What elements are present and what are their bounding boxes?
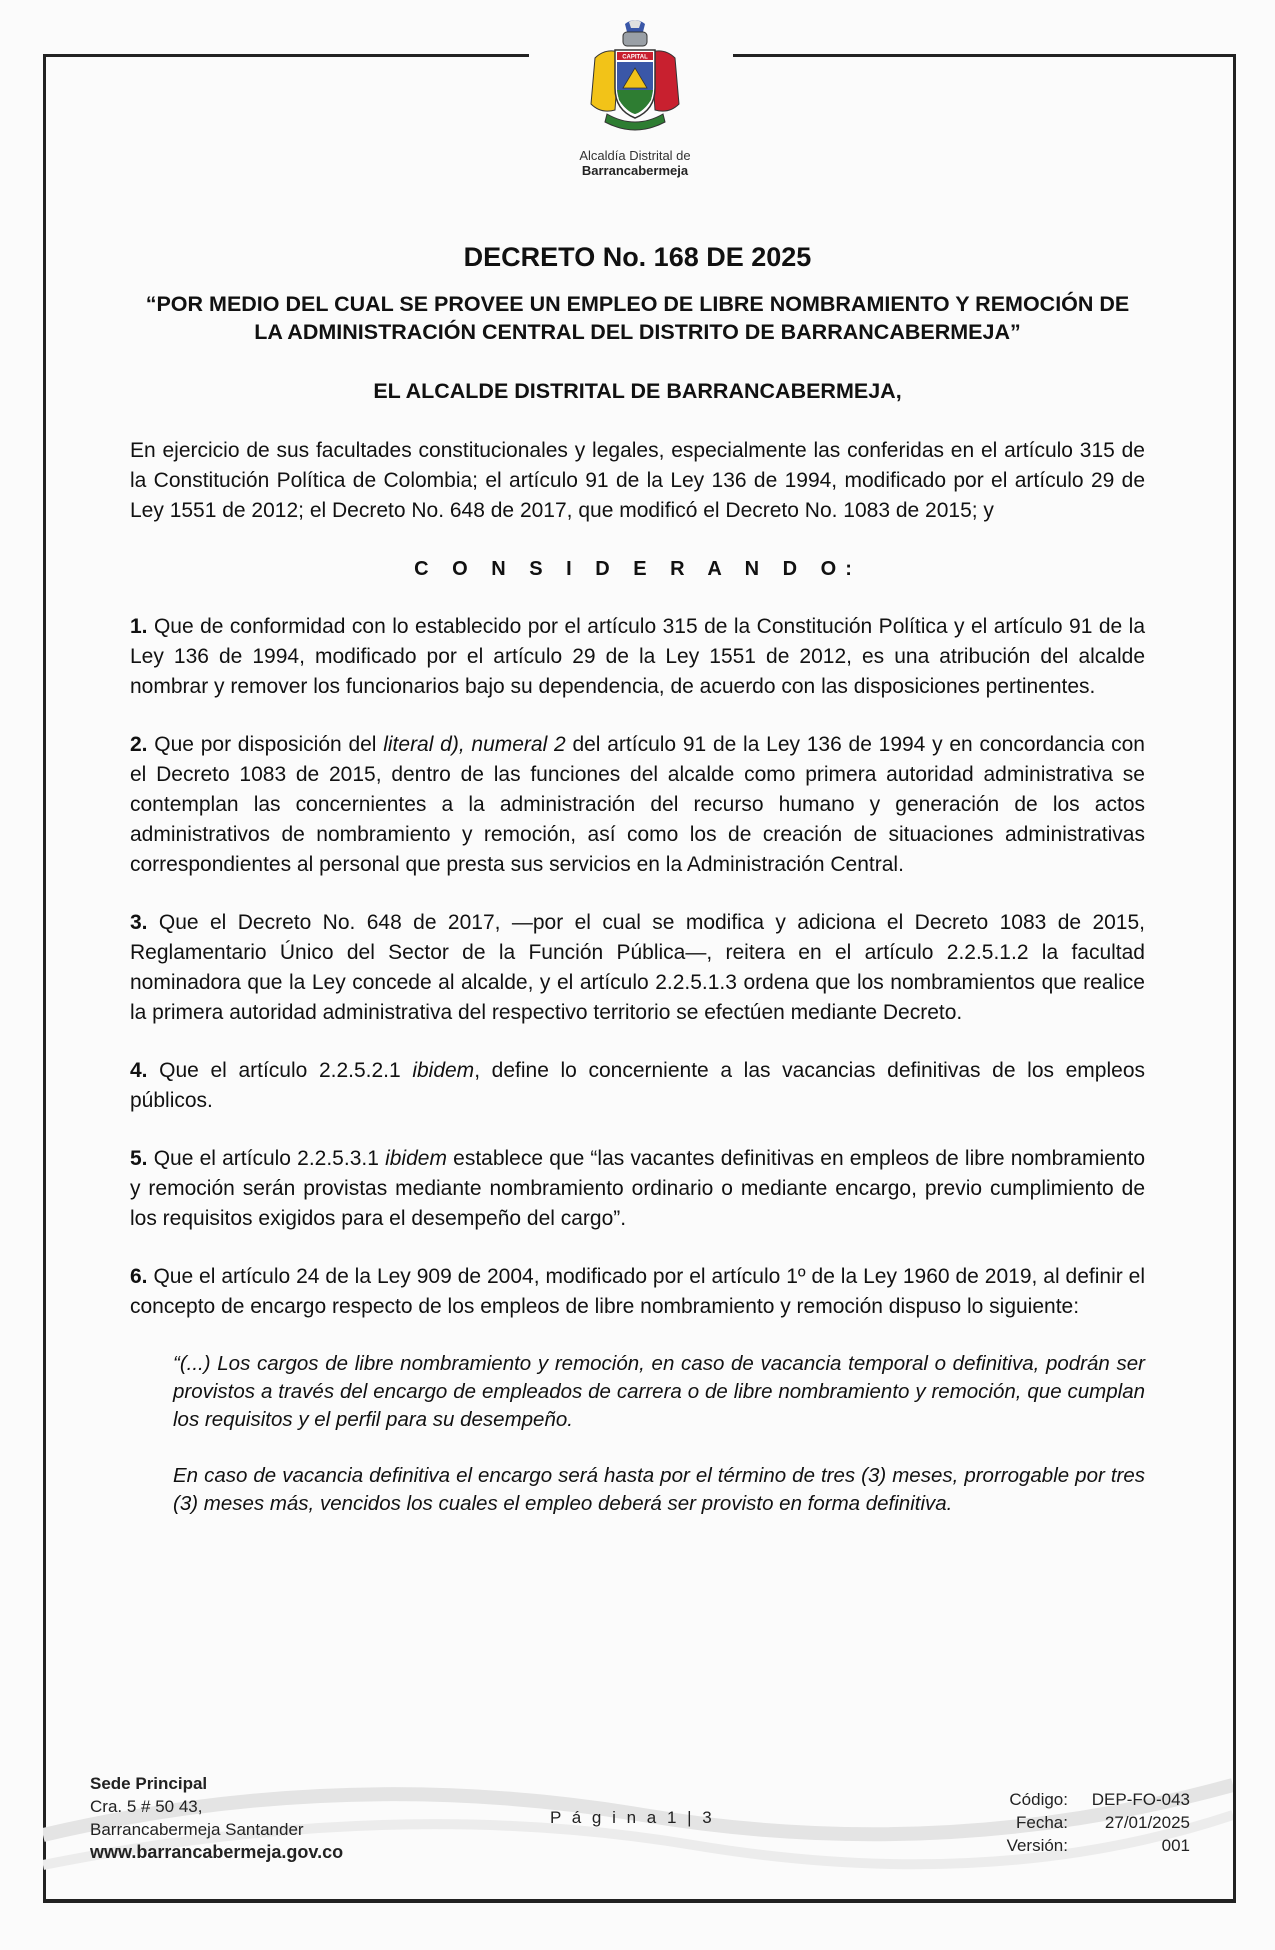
item-text: Que el Decreto No. 648 de 2017, —por el cual se modifica y adiciona el Decreto 1083 de 2015, Reglamentario Único del Sector de la Función Pública—, reitera en el artículo 2.2.5.1.2 la facultad nominadora que la Ley concede al alcalde, y el artículo 2.2.5.1.3 ordena que los nombramientos que realice la primera autoridad administrativa del respectivo territorio se efectúen mediante Decreto.	[130, 911, 1145, 1024]
alcaldia-logo	[560, 18, 710, 188]
item-text-post: , define lo concerniente a las vacancias definitivas de los empleos públicos.	[130, 1059, 1146, 1112]
codigo-label: Código:	[1009, 1790, 1068, 1809]
item-number: 2.	[130, 733, 148, 756]
considerando-item-4	[130, 1056, 1145, 1116]
legal-quote-paragraph-1: “(...) Los cargos de libre nombramiento y remoción, en caso de vacancia temporal o definitiva, podrán ser provistos a través del encargo de empleados de carrera o de libre nombramiento y remoción, que cumplan los requisitos y el perfil para su desempeño.	[173, 1352, 1145, 1431]
version-value: 001	[1161, 1836, 1190, 1855]
decree-subtitle: “POR MEDIO DEL CUAL SE PROVEE UN EMPLEO DE LIBRE NOMBRAMIENTO Y REMOCIÓN DE LA ADMINISTRACIÓN CENTRAL DEL DISTRITO DE BARRANCABERMEJA”	[145, 292, 1130, 344]
codigo-value: DEP-FO-043	[1091, 1790, 1190, 1809]
considerando-item-5	[130, 1144, 1145, 1234]
issuer-heading: EL ALCALDE DISTRITAL DE BARRANCABERMEJA,	[373, 379, 902, 403]
item-text: Que de conformidad con lo establecido por el artículo 315 de la Constitución Política y el artículo 91 de la Ley 136 de 1994, modificado por el artículo 29 de la Ley 1551 de 2012, es una atribución del alcalde nombrar y remover los funcionarios bajo su dependencia, de acuerdo con las disposiciones pertinentes.	[130, 615, 1145, 698]
frame-top-right-rule	[733, 54, 1233, 57]
footer-address: Cra. 5 # 50 43,	[90, 1797, 203, 1816]
document-body	[130, 240, 1145, 1546]
item-number: 4.	[130, 1059, 148, 1082]
considerando-item-1	[130, 612, 1145, 702]
item-text-pre: Que el artículo 2.2.5.2.1	[147, 1059, 413, 1082]
version-label: Versión:	[1006, 1836, 1068, 1855]
considerando-item-3	[130, 908, 1145, 1028]
fecha-label: Fecha:	[1016, 1813, 1068, 1832]
decree-title: DECRETO No. 168 DE 2025	[463, 242, 812, 272]
item-text-pre: Que por disposición del	[147, 733, 384, 756]
coat-of-arms-icon	[585, 18, 685, 146]
considerando-heading: C O N S I D E R A N D O:	[414, 558, 861, 580]
item-text-post: establece que “las vacantes definitivas en empleos de libre nombramiento y remoción serán provistas mediante nombramiento ordinario o mediante encargo, previo cumplimiento de los requisitos exigidos para el desempeño del cargo”.	[130, 1147, 1146, 1230]
item-text-italic: ibidem	[412, 1059, 475, 1082]
codigo-row	[978, 1788, 1190, 1811]
footer-sede: Sede Principal	[90, 1774, 208, 1793]
page-number: P á g i n a 1 | 3	[550, 1808, 715, 1827]
considerando-item-2	[130, 730, 1145, 880]
footer-city: Barrancabermeja Santander	[90, 1820, 304, 1839]
item-number: 1.	[130, 615, 148, 638]
item-text-italic: ibidem	[385, 1147, 447, 1170]
fecha-row	[978, 1811, 1190, 1834]
page-footer	[90, 1772, 1190, 1882]
preamble-paragraph: En ejercicio de sus facultades constitucionales y legales, especialmente las conferidas en el artículo 315 de la Constitución Política de Colombia; el artículo 91 de la Ley 136 de 1994, modificado por el artículo 29 de Ley 1551 de 2012; el Decreto No. 648 de 2017, que modificó el Decreto No. 1083 de 2015; y	[130, 439, 1145, 522]
logo-capital-text: CAPITAL	[622, 54, 648, 61]
version-row	[978, 1834, 1190, 1857]
item-number: 5.	[130, 1147, 148, 1170]
item-text-pre: Que el artículo 2.2.5.3.1	[147, 1147, 386, 1170]
fecha-value: 27/01/2025	[1104, 1813, 1190, 1832]
item-text: Que el artículo 24 de la Ley 909 de 2004, modificado por el artículo 1º de la Ley 1960 de 2019, al definir el concepto de encargo respecto de los empleos de libre nombramiento y remoción dispuso lo siguiente:	[130, 1265, 1145, 1318]
frame-top-left-rule	[43, 54, 529, 57]
logo-text-line2: Barrancabermeja	[581, 163, 689, 178]
item-number: 3.	[130, 911, 148, 934]
item-number: 6.	[130, 1265, 148, 1288]
legal-quote-paragraph-2: En caso de vacancia definitiva el encargo será hasta por el término de tres (3) meses, prorrogable por tres (3) meses más, vencidos los cuales el empleo deberá ser provisto en forma definitiva.	[173, 1464, 1145, 1515]
item-text-post: del artículo 91 de la Ley 136 de 1994 y en concordancia con el Decreto 1083 de 2015, dentro de las funciones del alcalde como primera autoridad administrativa se contemplan las concernientes a la administración del recurso humano y generación de los actos administrativos de nombramiento y remoción, así como los de creación de situaciones administrativas correspondientes al personal que presta sus servicios en la Administración Central.	[130, 733, 1145, 876]
footer-website-link[interactable]: www.barrancabermeja.gov.co	[90, 1842, 344, 1862]
footer-address-block	[90, 1772, 343, 1864]
considerando-item-6	[130, 1262, 1145, 1322]
document-control-block	[978, 1788, 1190, 1857]
item-text-italic: literal d), numeral 2	[383, 733, 566, 756]
logo-text-line1: Alcaldía Distrital de	[579, 148, 691, 163]
